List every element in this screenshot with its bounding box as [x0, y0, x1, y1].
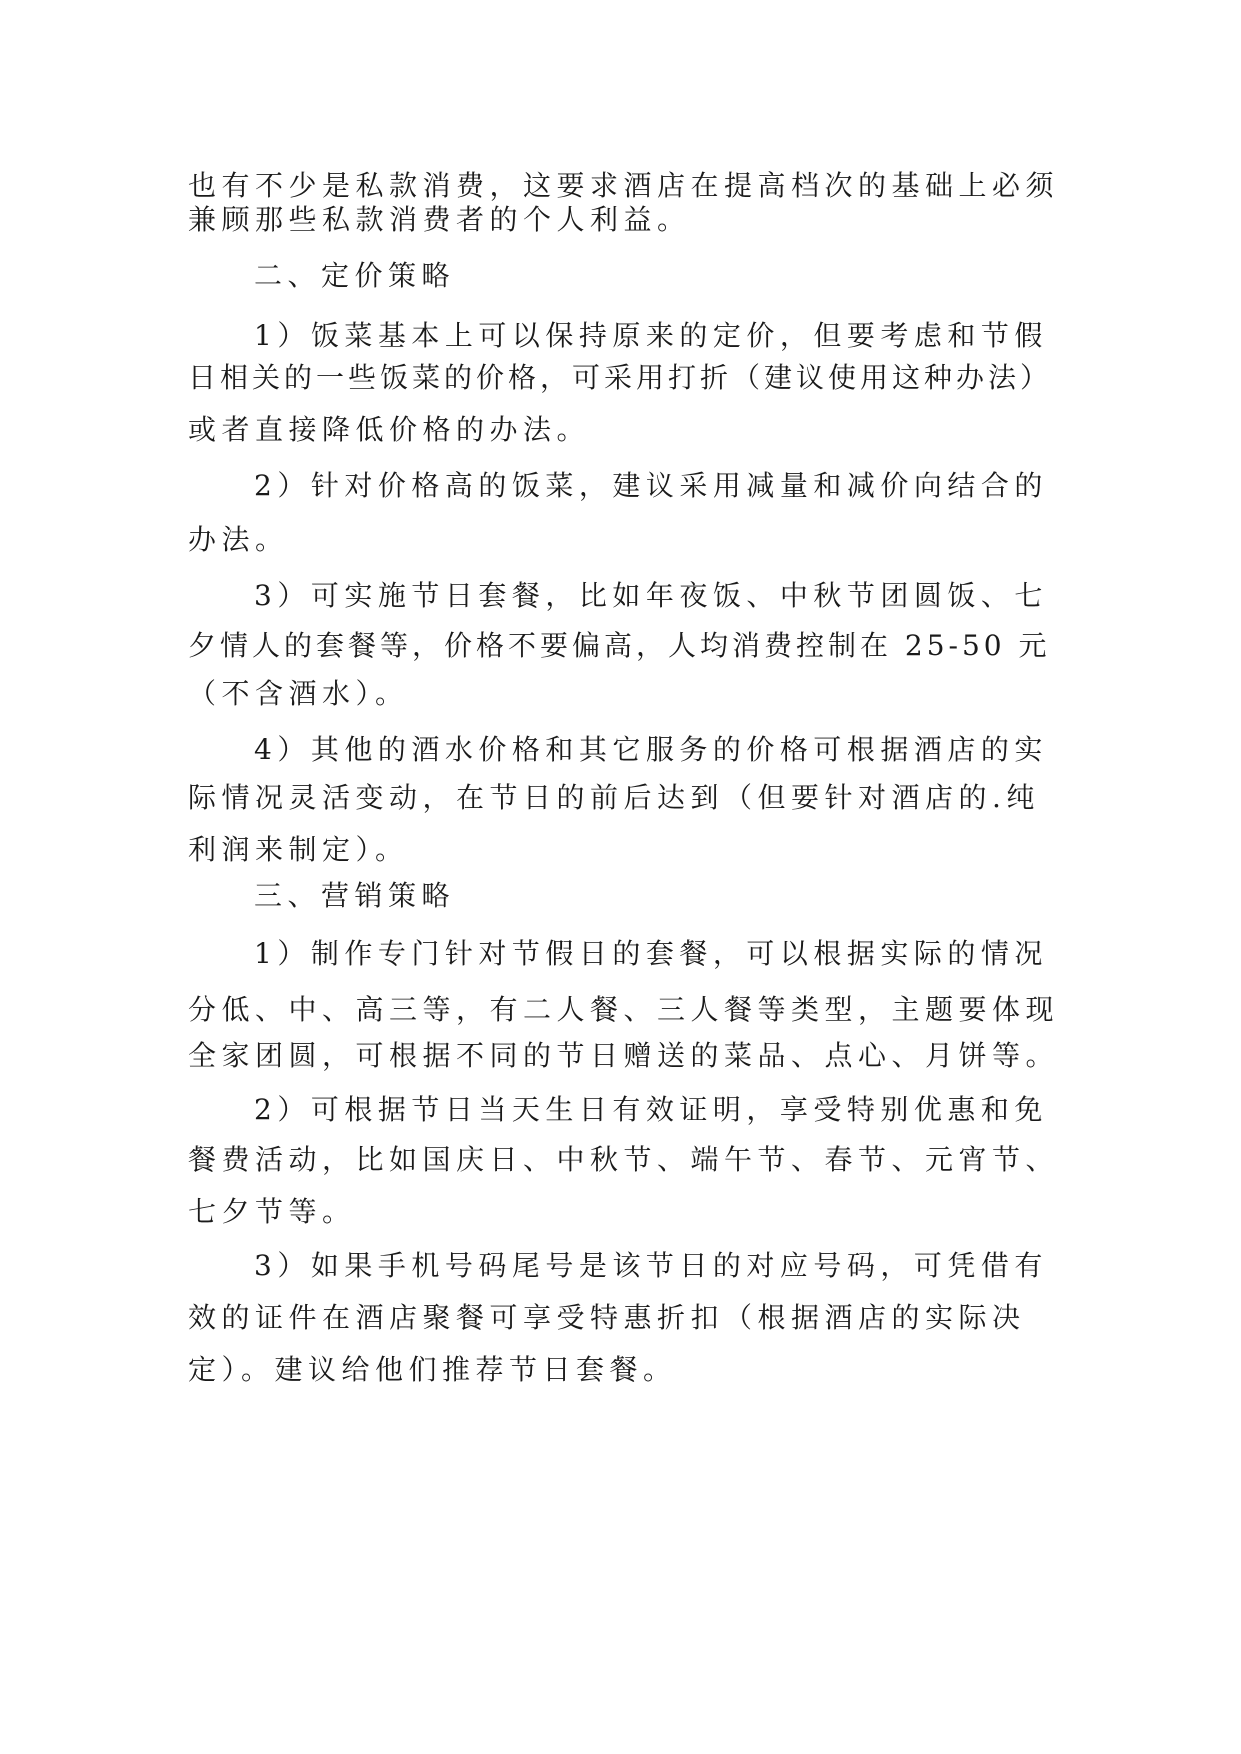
paragraph-line: 2）可根据节日当天生日有效证明，享受特别优惠和免: [254, 1093, 1048, 1126]
paragraph-line: 兼顾那些私款消费者的个人利益。: [188, 203, 691, 236]
paragraph-line: 1）饭菜基本上可以保持原来的定价，但要考虑和节假: [254, 319, 1048, 352]
paragraph-line: 3）可实施节日套餐，比如年夜饭、中秋节团圆饭、七: [254, 579, 1048, 612]
paragraph-line: 日相关的一些饭菜的价格，可采用打折（建议使用这种办法）: [188, 361, 1053, 394]
paragraph-line: 际情况灵活变动，在节日的前后达到（但要针对酒店的.纯: [188, 781, 1040, 814]
paragraph-line: 定）。建议给他们推荐节日套餐。: [188, 1353, 677, 1386]
section-heading: 二、定价策略: [254, 259, 456, 292]
paragraph-line: 或者直接降低价格的办法。: [188, 413, 591, 446]
paragraph-line: 1）制作专门针对节假日的套餐，可以根据实际的情况: [254, 937, 1048, 970]
paragraph-line: 也有不少是私款消费，这要求酒店在提高档次的基础上必须: [188, 169, 1060, 202]
paragraph-line: 餐费活动，比如国庆日、中秋节、端午节、春节、元宵节、: [188, 1143, 1060, 1176]
paragraph-line: 办法。: [188, 523, 289, 556]
paragraph-line: 3）如果手机号码尾号是该节日的对应号码，可凭借有: [254, 1249, 1048, 1282]
section-heading: 三、营销策略: [254, 879, 456, 912]
paragraph-line: 效的证件在酒店聚餐可享受特惠折扣（根据酒店的实际决: [188, 1301, 1026, 1334]
paragraph-line: 七夕节等。: [188, 1195, 356, 1228]
paragraph-line: （不含酒水）。: [188, 677, 409, 710]
paragraph-line: 利润来制定）。: [188, 833, 409, 866]
paragraph-line: 夕情人的套餐等，价格不要偏高，人均消费控制在 25-50 元: [188, 629, 1051, 662]
paragraph-line: 4）其他的酒水价格和其它服务的价格可根据酒店的实: [254, 733, 1048, 766]
paragraph-line: 全家团圆，可根据不同的节日赠送的菜品、点心、月饼等。: [188, 1039, 1060, 1072]
paragraph-line: 2）针对价格高的饭菜，建议采用减量和减价向结合的: [254, 469, 1048, 502]
paragraph-line: 分低、中、高三等，有二人餐、三人餐等类型，主题要体现: [188, 993, 1060, 1026]
